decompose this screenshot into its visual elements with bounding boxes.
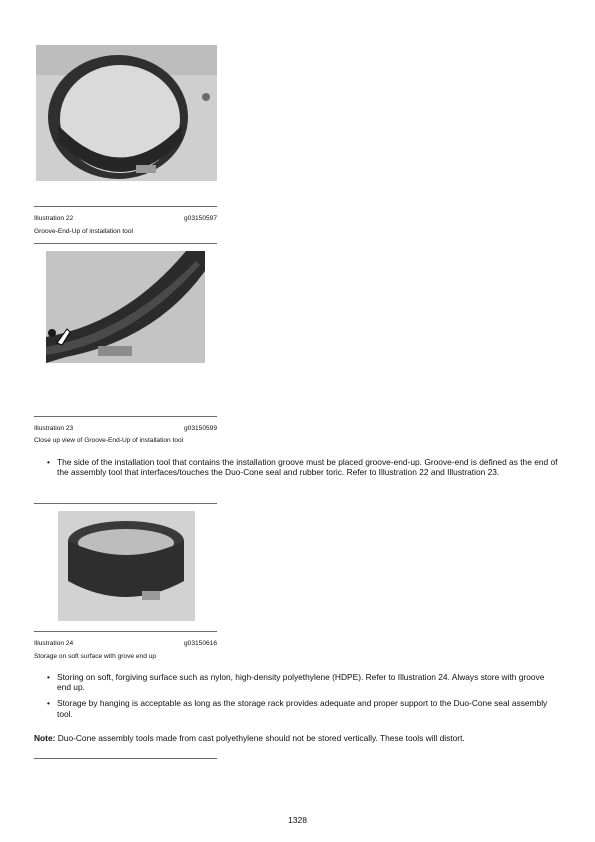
note-text: Duo-Cone assembly tools made from cast polyethylene should not be stored vertically. These tools will distort. bbox=[57, 733, 465, 743]
illustration-23-label-row bbox=[34, 425, 217, 432]
closeup-photo-graphic bbox=[46, 251, 205, 363]
illustration-caption: Groove-End-Up of installation tool bbox=[34, 228, 133, 235]
illustration-24-label-row bbox=[34, 640, 217, 647]
storage-photo-graphic bbox=[58, 511, 195, 621]
divider bbox=[34, 631, 217, 632]
illustration-label: Illustration 23 bbox=[34, 425, 74, 432]
bullet-item: • The side of the installation tool that contains the installation groove must be placed groove-end-up. Groove-end is defined as the end of the assembly tool that interfaces/touches the Duo-Cone seal and rubber toric. Refer to Illustration 22 and Illustration 23. bbox=[36, 457, 558, 477]
page-number: 1328 bbox=[287, 815, 308, 825]
illustration-24-photo bbox=[58, 511, 195, 621]
divider bbox=[34, 206, 217, 207]
illustration-caption: Storage on soft surface with grove end up bbox=[34, 653, 157, 660]
note-label: Note: bbox=[34, 733, 56, 743]
divider bbox=[34, 758, 217, 759]
bullet-list-1 bbox=[36, 457, 558, 483]
illustration-code: g03150597 bbox=[183, 215, 217, 222]
illustration-label: Illustration 22 bbox=[34, 215, 74, 222]
bullet-list-2 bbox=[36, 672, 558, 725]
bullet-item: • Storing on soft, forgiving surface such as nylon, high-density polyethylene (HDPE). Refer to Illustration 24. Always store with groove end up. bbox=[36, 672, 558, 692]
illustration-22-photo bbox=[36, 45, 217, 181]
illustration-23-photo bbox=[46, 251, 205, 363]
illustration-code: g03150616 bbox=[183, 640, 217, 647]
divider bbox=[34, 243, 217, 244]
bullet-item: • Storage by hanging is acceptable as long as the storage rack provides adequate and proper support to the Duo-Cone seal assembly tool. bbox=[36, 698, 558, 718]
illustration-code: g03150599 bbox=[183, 425, 217, 432]
ring-photo-graphic bbox=[36, 45, 217, 181]
note-paragraph bbox=[34, 733, 559, 743]
illustration-22-label-row bbox=[34, 215, 217, 222]
illustration-label: Illustration 24 bbox=[34, 640, 74, 647]
divider bbox=[34, 503, 217, 504]
illustration-caption: Close up view of Groove-End-Up of installation tool bbox=[34, 437, 184, 444]
divider bbox=[34, 416, 217, 417]
